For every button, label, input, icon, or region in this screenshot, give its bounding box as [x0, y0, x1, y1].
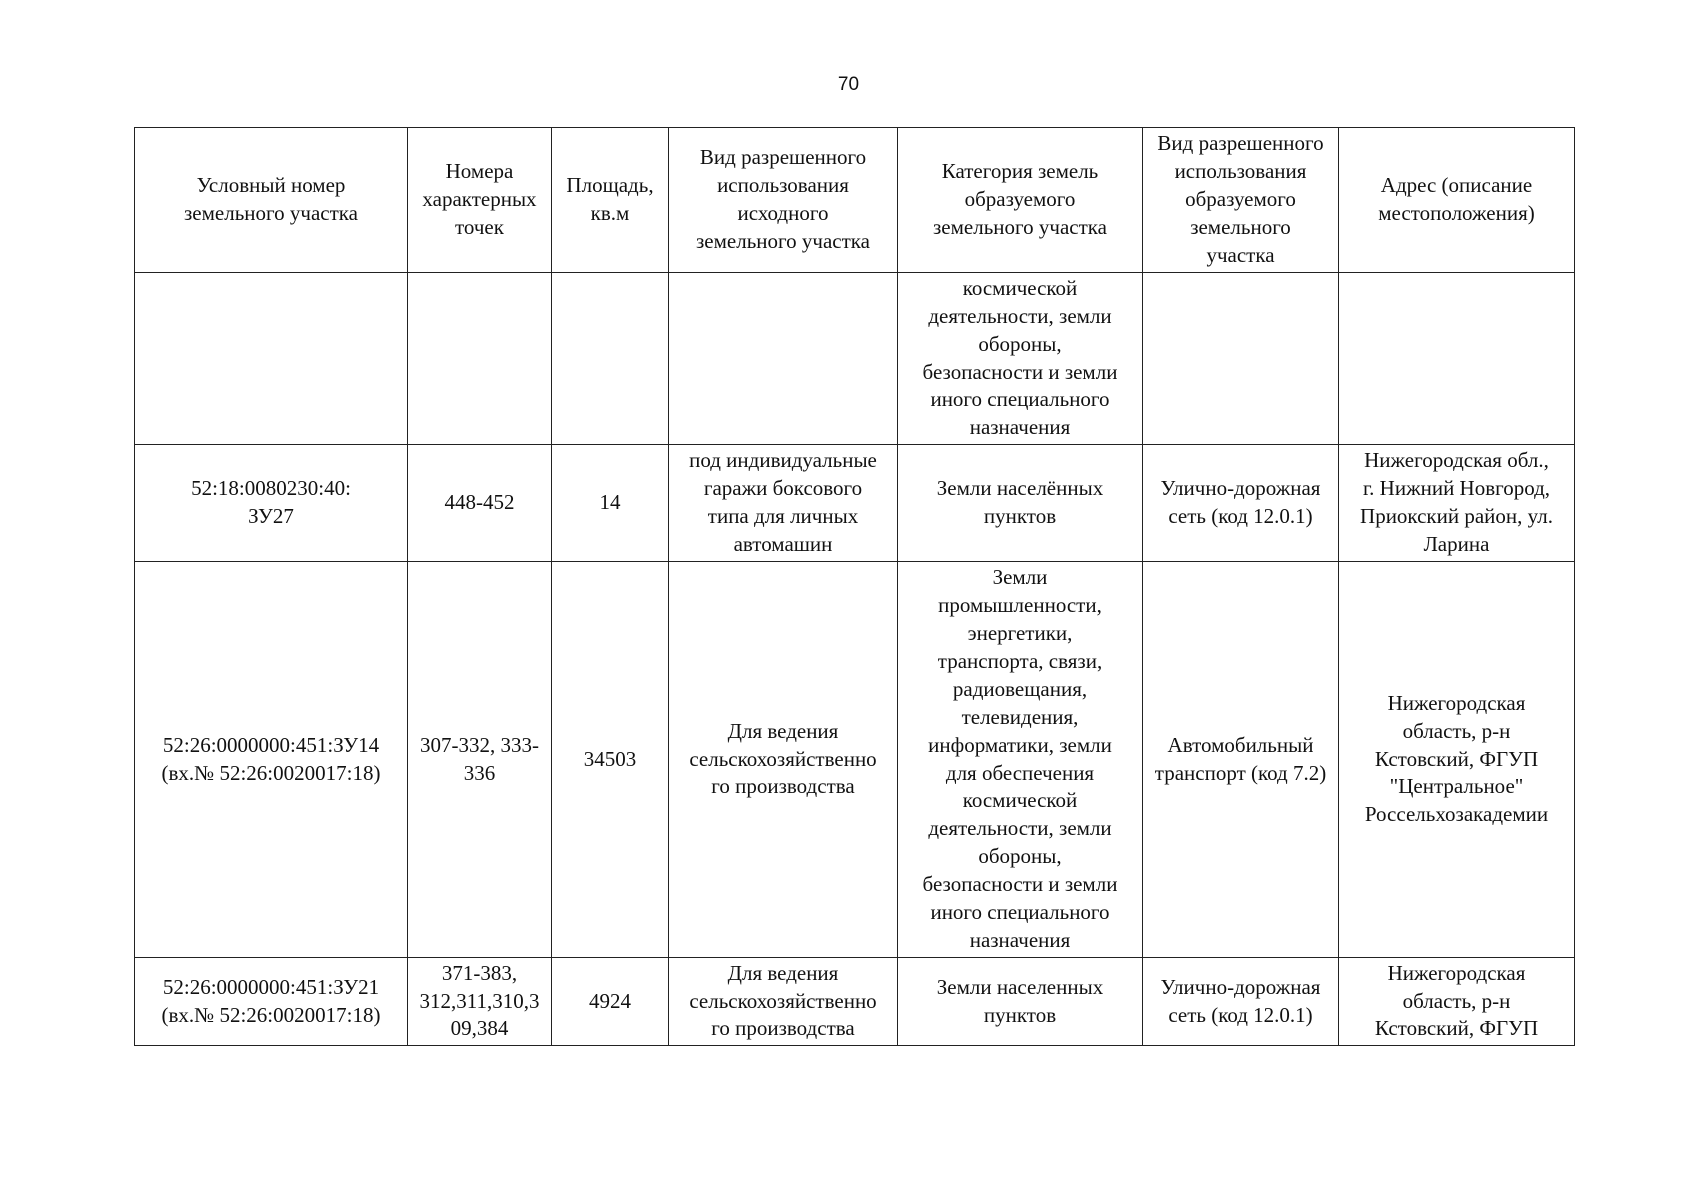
cell-source-use: Для ведения сельскохозяйственно го производства [669, 562, 898, 958]
cell-new-use: Автомобильный транспорт (код 7.2) [1143, 562, 1339, 958]
table-header-row [135, 128, 1575, 273]
header-address: Адрес (описание местоположения) [1339, 128, 1575, 273]
cell-new-use [1143, 273, 1339, 445]
cell-plot-number: 52:26:0000000:451:ЗУ14 (вх.№ 52:26:0020017:18) [135, 562, 408, 958]
cell-address: Нижегородская область, р-н Кстовский, ФГУП "Центральное" Россельхозакадемии [1339, 562, 1575, 958]
cell-plot-number: 52:26:0000000:451:ЗУ21 (вх.№ 52:26:0020017:18) [135, 958, 408, 1046]
header-category: Категория земель образуемого земельного участка [898, 128, 1143, 273]
table-row [135, 273, 1575, 445]
cell-category: Земли населённых пунктов [898, 445, 1143, 562]
cell-address: Нижегородская обл., г. Нижний Новгород, Приокский район, ул. Ларина [1339, 445, 1575, 562]
cell-new-use: Улично-дорожная сеть (код 12.0.1) [1143, 445, 1339, 562]
header-source-use: Вид разрешенного использования исходного земельного участка [669, 128, 898, 273]
cell-area: 14 [552, 445, 669, 562]
cell-area [552, 273, 669, 445]
cell-new-use: Улично-дорожная сеть (код 12.0.1) [1143, 958, 1339, 1046]
cell-address: Нижегородская область, р-н Кстовский, ФГУП [1339, 958, 1575, 1046]
cell-address [1339, 273, 1575, 445]
cell-points: 307-332, 333- 336 [408, 562, 552, 958]
cell-points: 448-452 [408, 445, 552, 562]
cell-area: 34503 [552, 562, 669, 958]
cell-plot-number: 52:18:0080230:40: ЗУ27 [135, 445, 408, 562]
header-new-use: Вид разрешенного использования образуемого земельного участка [1143, 128, 1339, 273]
cell-area: 4924 [552, 958, 669, 1046]
cell-plot-number [135, 273, 408, 445]
table-row [135, 445, 1575, 562]
header-plot-number: Условный номер земельного участка [135, 128, 408, 273]
cell-points: 371-383, 312,311,310,3 09,384 [408, 958, 552, 1046]
land-plots-table [134, 127, 1575, 1046]
table-row [135, 562, 1575, 958]
cell-source-use: Для ведения сельскохозяйственно го производства [669, 958, 898, 1046]
cell-category: космической деятельности, земли обороны, безопасности и земли иного специального назначения [898, 273, 1143, 445]
cell-source-use: под индивидуальные гаражи боксового типа для личных автомашин [669, 445, 898, 562]
cell-category: Земли населенных пунктов [898, 958, 1143, 1046]
header-points: Номера характерных точек [408, 128, 552, 273]
table-row [135, 958, 1575, 1046]
cell-points [408, 273, 552, 445]
page-number: 70 [837, 74, 860, 95]
header-area: Площадь, кв.м [552, 128, 669, 273]
cell-category: Земли промышленности, энергетики, транспорта, связи, радиовещания, телевидения, информатики, земли для обеспечения космической деятельности, земли обороны, безопасности и земли иного специального назначения [898, 562, 1143, 958]
cell-source-use [669, 273, 898, 445]
